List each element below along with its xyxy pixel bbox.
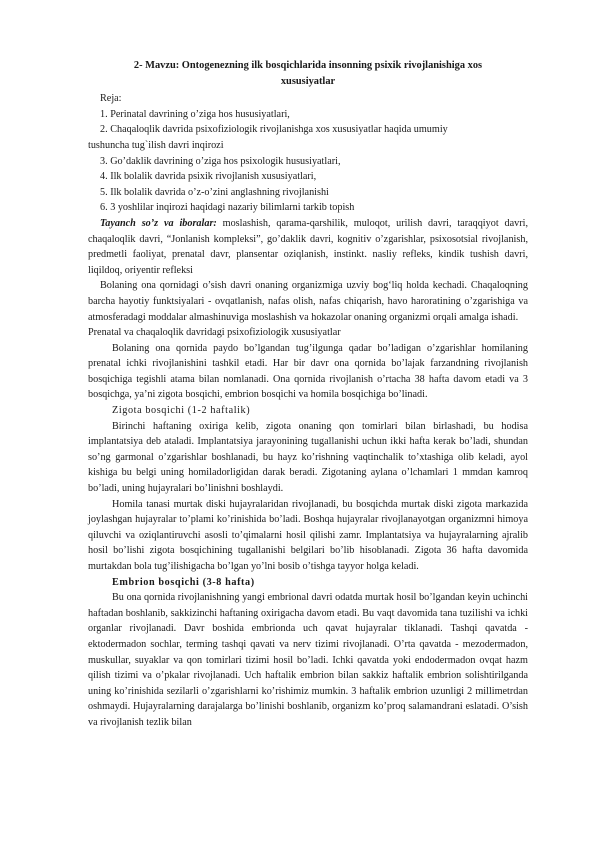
paragraph-2: Bolaning ona qornida paydo bo’lgandan tug’ilgunga qadar bo’ladigan o’zgarishlar homilaning prenatal ichki rivojlanishini tashkil etadi. Har bir davr ona qornida bo’lajak farzandning rivojlanish bosqichiga tegishli atama bilan nomlanadi. Ona qornida rivojlanish o’rtacha 38 hafta davom etadi va 3 bosqichga, ya’ni zigota bosqichi, embrion bosqichi va homila bosqichiga bo’linadi.: [88, 342, 528, 401]
plan-item: 2. Chaqaloqlik davrida psixofiziologik rivojlanishga xos xususiyatlar haqida umumiy: [100, 124, 448, 136]
paragraph-3: Birinchi haftaning oxiriga kelib, zigota onaning qon tomirlari bilan birlashadi, bu hodisa implantatsiya deb ataladi. Implantatsiya jarayonining tugallanishi uchun ikki hafta kerak bo’ladi, shundan so’ng garmonal o’zgarishlar boshlanadi, bu hayz ko’rishning vaqtinchalik to’xtashiga olib keladi, ayol kishiga bu belgi uning homiladorligidan darak beradi. Zigotaning aylana o’lchamlari 1 mmdan kamroq bo’ladi, uning hujayralari bo’linishni boshlaydi.: [88, 420, 528, 495]
keywords-paragraph: [88, 216, 528, 278]
plan-item-continuation: tushuncha tug`ilish davri inqirozi: [88, 139, 224, 151]
paragraph-4: Homila tanasi murtak diski hujayralaridan rivojlanadi, bu bosqichda murtak diski zigota markazida joylashgan hujayralar to’plami ko’rinishida bo’ladi. Boshqa hujayralar rivojlanayotgan organizmni himoya qiluvchi va oziqlantiruvchi asosli to’qimalarni hosil qilishi zamr. Implantatsiya va hujayralarning ajralib hosil bo’lishi zigota bosqichining tugallanishi belgilari bo’lib hisoblanadi. Zigota 36 hafta davomida murtakdan bola tug’ilishigacha bo’lgan yo’lni bosib o’tishga tayyor holga keladi.: [88, 498, 528, 572]
section-heading: Prenatal va chaqaloqlik davridagi psixofiziologik xususiyatlar: [88, 327, 341, 339]
heading-zigota: Zigota bosqichi (1-2 haftalik): [112, 405, 251, 417]
keywords-label: Tayanch so’z va iboralar:: [100, 217, 217, 229]
document-page: [88, 58, 528, 731]
heading-embrion: Embrion bosqichi (3-8 hafta): [112, 576, 255, 588]
paragraph-5: Bu ona qornida rivojlanishning yangi embrional davri odatda murtak hosil bo’lgandan keyin uchinchi haftadan boshlanib, sakkizinchi haftaning oxirigacha davom etadi. Bu vaqt davomida tana tuzilishi va ichki organlar rivojlanadi. Davr boshida embrionda uch qavat hujayralar tiklanadi. Tashqi qavatda - ektodermadon sochlar, terming tashqi qavati va nerv tizimi rivojlanadi. O’rta qavatda - mezodermadon, muskullar, suyaklar va qon tomirlari tizimi hosil bo’ladi. Ichki qavatda yoki endodermadon ovqat hazm qilish tizimi va o’pkalar rivojlanadi. Uch haftalik embrion bilan sakkiz haftalik embrion solishtirilganda uning ko’rinishida sezilarli o’zgarishlarni ko’rishimiz mumkin. 3 haftalik embrion uzunligi 2 millimetrdan oshmaydi. Hujayralarning darajalarga bo’linishi boshlanib, organizm ko’proq salamandrani eslatadi. O’sish va rivojlanish tezlik bilan: [88, 592, 528, 728]
keywords-text: moslashish, qarama-qarshilik, muloqot, urilish davri, taraqqiyot davri, chaqaloqlik davri, “Jonlanish kompleksi”, go’daklik davri, kognitiv o’zgarishlar, psixosotsial rivojlanish, predmetli faoliyat, prenatal davr, plansentar oziqlanish, instinkt. nasliy refleks, kindik tushish davri, liqildoq, oriyentir refleksi: [88, 217, 528, 276]
title-line-1: 2- Mavzu: Ontogenezning ilk bosqichlarida insonning psixik rivojlanishiga xos: [133, 60, 483, 71]
plan-item: 4. Ilk bolalik davrida psixik rivojlanish xususiyatlari,: [100, 171, 317, 183]
paragraph-1: Bolaning ona qornidagi o’sish davri onaning organizmiga uzviy bog‘liq holda kechadi. Chaqaloqning barcha hayotiy funktsiyalari - ovqatlanish, nafas olish, nafas chiqarish, havo haroratining o’zgarishiga va atmosferadagi moddalar almashinuviga moslashish va hokazolar onaning organizmi orqali amalga ishadi.: [88, 280, 528, 323]
plan-item: 1. Perinatal davrining o’ziga hos hususiyatlari,: [100, 108, 290, 120]
plan-item: 6. 3 yoshlilar inqirozi haqidagi nazariy bilimlarni tarkib topish: [100, 202, 355, 214]
reja-label: Reja:: [100, 93, 122, 105]
document-title: [88, 58, 528, 89]
plan-item: 5. Ilk bolalik davrida o’z-o’zini anglashning rivojlanishi: [100, 186, 329, 198]
plan-item: 3. Go’daklik davrining o’ziga hos psixologik hususiyatlari,: [100, 155, 341, 167]
title-line-2: xususiyatlar: [280, 75, 336, 87]
